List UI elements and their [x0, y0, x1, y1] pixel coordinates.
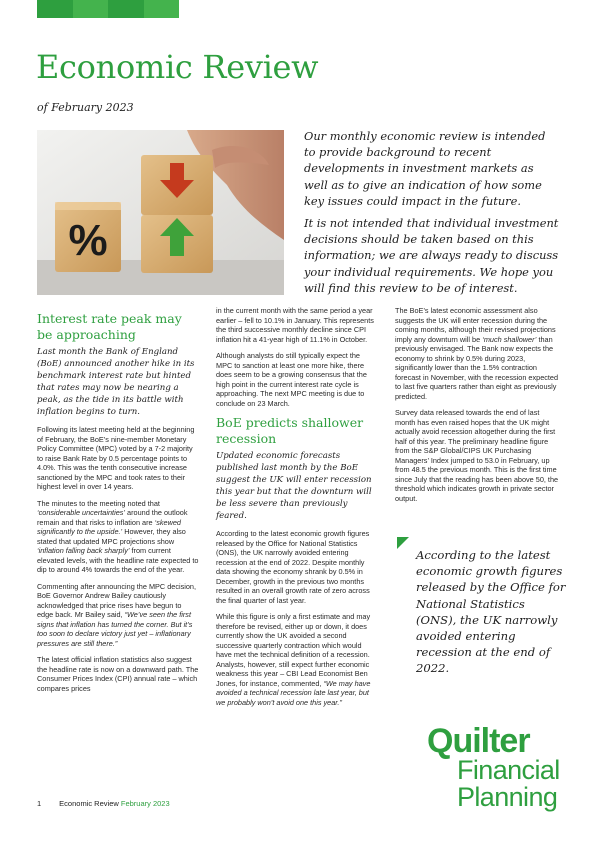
intro-paragraph: It is not intended that individual investment decisions should be taken based on this information; we are always ready to discuss your individual requirements. We hope you will find this review to be of interest.	[304, 216, 559, 295]
quote-corner-icon	[397, 537, 409, 549]
logo-line-1: Quilter	[427, 722, 530, 760]
pull-quote-text: According to the latest economic growth figures released by the Office for National Statistics (ONS), the UK narrowly avoided entering recession at the end of 2022.	[416, 548, 566, 676]
issue-date: of February 2023	[37, 101, 134, 114]
body-paragraph: The BoE’s latest economic assessment also suggests the UK will enter recession during the coming months, although their revised projections imply any downturn will be ‘much shallower’ than previously envisaged. The Bank now expects the economy to shrink by 0.5% during 2023, significantly lower than the 1.5% contraction forecast in November, with the recession expected to last five quarters rather than eight as previously predicted.	[395, 306, 559, 401]
body-paragraph: Following its latest meeting held at the beginning of February, the BoE’s nine-member Monetary Policy Committee (MPC) voted by a 7-2 majority to raise Bank Rate by 0.5 percentage points to 4.0%. This was the tenth consecutive increase sanctioned by the MPC and took rates to their highest level in over 14 years.	[37, 425, 195, 491]
body-paragraph: Although analysts do still typically expect the MPC to sanction at least one more hike, there does seem to be a growing consensus that the high point in the current interest rate cycle is approaching. The next MPC meeting is due to conclude on 23 March.	[216, 351, 367, 408]
page-title: Economic Review	[36, 48, 319, 86]
page-footer	[37, 799, 170, 808]
article-column-1	[37, 311, 199, 700]
section-lead: Last month the Bank of England (BoE) announced another hike in its benchmark interest rate but hinted that rates may now be nearing a peak, as the tide in its battle with inflation begins to turn.	[37, 347, 195, 417]
section-heading: BoE predicts shallower recession	[216, 415, 364, 446]
body-paragraph: Survey data released towards the end of last month has even raised hopes that the UK might actually avoid recession altogether during the first half of this year. The preliminary headline figure from the S&P Global/CIPS UK Purchasing Managers’ Index jumped to 53.0 in February, up from 48.5 the previous month. This is the first time since July that the reading has been above 50, the threshold which indicates growth in private sector output.	[395, 408, 559, 503]
body-paragraph: The minutes to the meeting noted that ‘considerable uncertainties’ around the outlook remain and that risks to inflation are ‘skewed significantly to the upside.’ However, they also stated that updated MPC projections show ‘inflation falling back sharply’ from current elevated levels, with the headline rate expected to dip to around 4% towards the end of the year.	[37, 498, 199, 574]
body-paragraph: The latest official inflation statistics also suggest the headline rate is now on a downward path. The Consumer Prices Index (CPI) annual rate – which compares prices	[37, 655, 199, 693]
intro-paragraph: Our monthly economic review is intended to provide background to recent developments in investment markets as well as to give an indication of how some key issues could impact in the future.	[304, 129, 546, 208]
body-paragraph: in the current month with the same period a year earlier – fell to 10.1% in January. This represents the third successive monthly decline since CPI inflation hit a 41-year high of 11.1% in October.	[216, 306, 374, 344]
percent-icon	[55, 202, 121, 272]
quilter-logo	[427, 722, 567, 812]
pull-quote	[397, 537, 566, 676]
article-column-2	[216, 306, 378, 714]
section-heading: Interest rate peak may be approaching	[37, 311, 182, 342]
section-lead: Updated economic forecasts published last month by the BoE suggest the UK will enter recession this year but that the downturn will be less severe than previously feared.	[216, 451, 372, 521]
body-paragraph: While this figure is only a first estimate and may therefore be revised, either up or down, it does currently show the UK avoided a second successive quarterly contraction which would have met the technical definition of a recession. Analysts, however, still expect further economic weakness this year – CBI Lead Economist Ben Jones, for instance, commented, “We may have avoided a technical recession late last year, but we probably won’t avoid one this year.”	[216, 612, 371, 707]
top-color-band	[37, 0, 179, 18]
logo-line-3: Planning	[457, 782, 558, 812]
intro-text	[304, 128, 560, 296]
hero-image	[37, 130, 284, 295]
body-paragraph: According to the latest economic growth figures released by the Office for National Statistics (ONS), the UK narrowly avoided entering recession at the end of 2022. Despite monthly data showing the economy shrank by 0.5% in December, growth in the previous two months resulted in an overall growth rate of zero across the final quarter of last year.	[216, 529, 370, 605]
page-number: 1	[37, 799, 42, 808]
article-column-3	[395, 306, 560, 510]
footer-title: Economic Review February 2023	[59, 799, 170, 808]
body-paragraph: Commenting after announcing the MPC decision, BoE Governor Andrew Bailey cautiously acknowledged that price rises have begun to edge back. Mr Bailey said, “We’ve seen the first signs that inflation has turned the corner. But it’s too soon to declare victory just yet – inflationary pressures are still there.”	[37, 581, 196, 648]
svg-text:%: %	[68, 216, 108, 265]
logo-line-2: Financial	[457, 755, 560, 785]
